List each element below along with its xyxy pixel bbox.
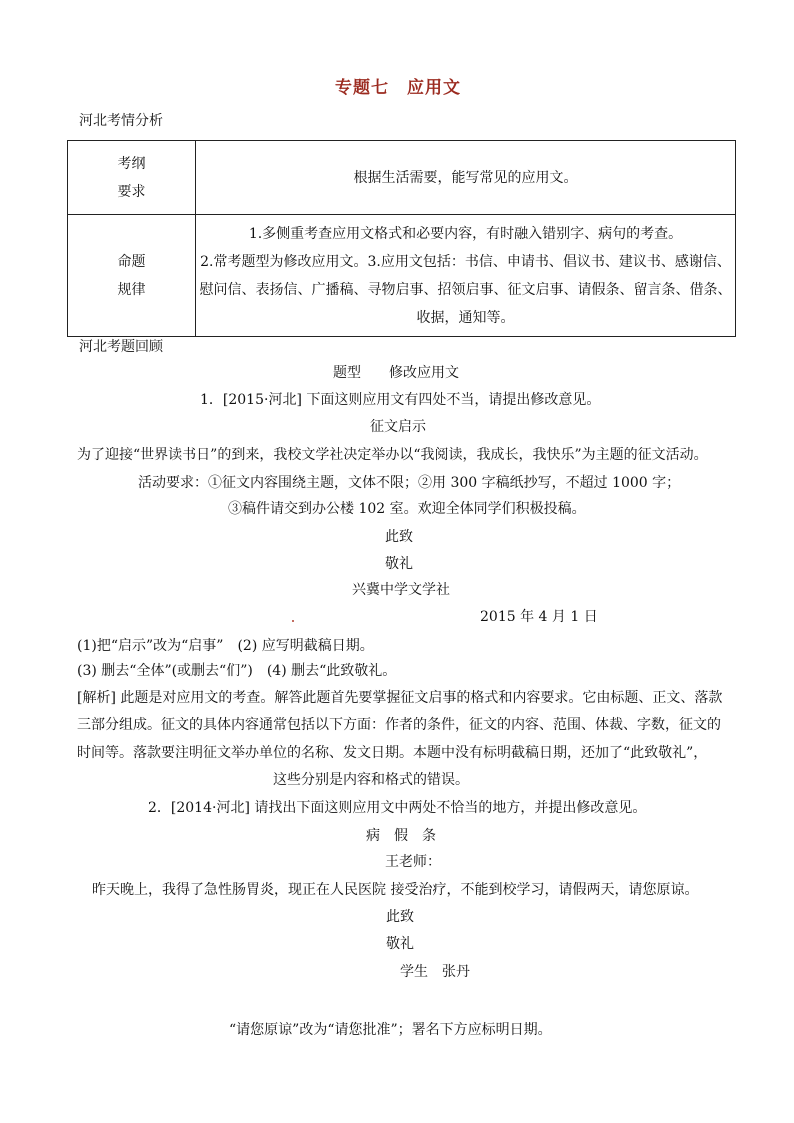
section-heading-review: 河北考题回顾 — [79, 339, 163, 355]
q2-prompt: 2．[2014·河北] 请找出下面这则应用文中两处不恰当的地方，并提出修改意见。 — [148, 800, 647, 816]
q1-body-line: 为了迎接“世界读书日”的到来，我校文学社决定举办以“我阅读，我成长，我快乐”为主题的征文活动。 — [77, 447, 708, 463]
table-row — [68, 215, 736, 337]
table-content-line: 1.多侧重考查应用文格式和必要内容，有时融入错别字、病句的考查。 — [248, 225, 683, 242]
table-content-line: 慰问信、表扬信、广播稿、寻物启事、招领启事、征文启事、请假条、留言条、借条、 — [199, 281, 732, 298]
q2-salutation: 王老师： — [385, 854, 441, 870]
page-title: 专题七 应用文 — [335, 78, 461, 98]
exam-analysis-table — [67, 140, 736, 337]
q2-closing: 此致 — [386, 909, 414, 925]
q1-body-line: ③稿件请交到办公楼 102 室。欢迎全体同学们积极投稿。 — [228, 501, 586, 517]
table-label-cell — [68, 141, 196, 215]
q1-analysis-line: 三部分组成。征文的具体内容通常包括以下方面：作者的条件，征文的内容、范围、体裁、字数，征文的 — [77, 717, 721, 733]
q1-doc-title: 征文启示 — [370, 419, 426, 435]
table-label-cell — [68, 215, 196, 337]
q1-analysis-line: 时间等。落款要注明征文举办单位的名称、发文日期。本题中没有标明截稿日期，还加了“此致敬礼”， — [77, 745, 708, 761]
q2-answer: “请您原谅”改为“请您批准”；署名下方应标明日期。 — [229, 1022, 552, 1038]
q1-answer-line: (3) 删去“全体”(或删去“们”) (4) 删去“此致敬礼。 — [77, 663, 397, 679]
table-content-cell: 根据生活需要，能写常见的应用文。 — [196, 141, 736, 215]
q2-signature: 学生 张丹 — [400, 964, 470, 980]
q2-body: 昨天晚上，我得了急性肠胃炎，现正在人民医院 接受治疗，不能到校学习，请假两天，请您原谅。 — [92, 882, 699, 898]
table-label-line: 要求 — [117, 183, 146, 200]
q1-closing: 此致 — [385, 529, 413, 545]
q1-prompt: 1．[2015·河北] 下面这则应用文有四处不当，请提出修改意见。 — [200, 392, 601, 408]
table-label-line: 命题 — [117, 253, 146, 270]
table-row — [68, 141, 736, 215]
q1-body-line: 活动要求：①征文内容围绕主题，文体不限；②用 300 字稿纸抄写，不超过 1000 字； — [138, 475, 681, 491]
table-content-line: 2.常考题型为修改应用文。3.应用文包括：书信、申请书、倡议书、建议书、感谢信、 — [200, 253, 731, 270]
q1-signature: 兴冀中学文学社 — [352, 582, 450, 598]
table-content-cell — [196, 215, 736, 337]
q1-answer-line: (1)把“启示”改为“启事” (2) 应写明截稿日期。 — [77, 638, 374, 654]
q2-closing: 敬礼 — [386, 936, 414, 952]
section-heading-analysis: 河北考情分析 — [79, 113, 163, 129]
q2-doc-title: 病 假 条 — [366, 828, 436, 844]
question-type: 题型 修改应用文 — [333, 365, 459, 381]
table-label-line: 考纲 — [117, 155, 146, 172]
q1-date: 2015 年 4 月 1 日 — [480, 609, 598, 625]
q1-closing: 敬礼 — [385, 556, 413, 572]
q1-analysis-line: 这些分别是内容和格式的错误。 — [273, 772, 469, 788]
table-label-line: 规律 — [117, 281, 146, 298]
stray-mark — [292, 620, 294, 622]
q1-analysis-line: [解析] 此题是对应用文的考查。解答此题首先要掌握征文启事的格式和内容要求。它由标题、正文、落款 — [77, 690, 723, 706]
table-content-line: 收据，通知等。 — [416, 309, 515, 326]
